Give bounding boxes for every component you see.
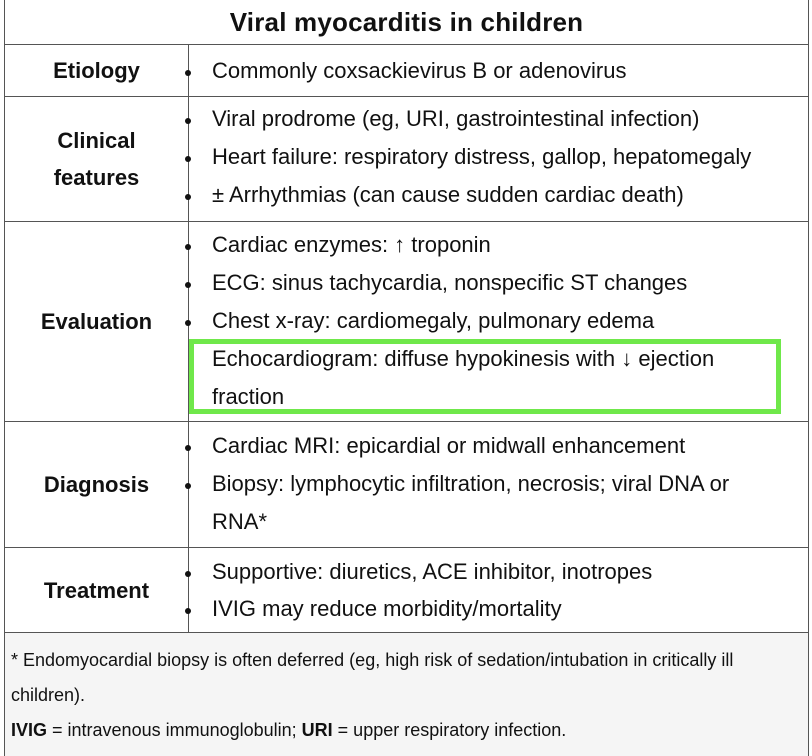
row-items (189, 97, 808, 221)
abbr-term: URI (301, 720, 333, 740)
row-items (189, 548, 808, 632)
bullet-icon (185, 320, 191, 326)
row-label: Etiology (53, 58, 140, 83)
row-label: Diagnosis (43, 472, 150, 497)
item-text: Cardiac MRI: epicardial or midwall enhancement (212, 433, 686, 458)
bullet-icon (185, 70, 191, 76)
item-text: Viral prodrome (eg, URI, gastrointestinal infection) (212, 106, 700, 131)
abbr-definition: = upper respiratory infection. (332, 720, 567, 740)
row-diagnosis (5, 422, 808, 548)
item-text: Biopsy: lymphocytic infiltration, necrosis; viral DNA or RNA* (212, 471, 730, 534)
row-treatment (5, 548, 808, 633)
row-items (189, 45, 808, 96)
bullet-icon (185, 156, 191, 162)
highlight-box (189, 339, 781, 414)
bullet-icon (185, 483, 191, 489)
myocarditis-table (4, 0, 809, 756)
table-footer (5, 633, 808, 756)
item-text: Echocardiogram: diffuse hypokinesis with ↓ ejection fraction (212, 346, 715, 409)
item-text: Supportive: diuretics, ACE inhibitor, inotropes (212, 559, 653, 584)
bullet-icon (185, 571, 191, 577)
abbr-definition: = intravenous immunoglobulin; (47, 720, 302, 740)
bullet-icon (185, 608, 191, 614)
item-text: Cardiac enzymes: ↑ troponin (212, 232, 491, 257)
bullet-icon (185, 194, 191, 200)
row-label: Clinical features (53, 128, 140, 190)
item-text: Commonly coxsackievirus B or adenovirus (212, 58, 627, 83)
item-text: Chest x-ray: cardiomegaly, pulmonary edema (212, 308, 655, 333)
bullet-icon (185, 118, 191, 124)
abbr-term: IVIG (11, 720, 48, 740)
item-text: ECG: sinus tachycardia, nonspecific ST changes (212, 270, 688, 295)
table-title: Viral myocarditis in children (5, 0, 808, 45)
bullet-icon (185, 445, 191, 451)
item-text: ± Arrhythmias (can cause sudden cardiac death) (212, 182, 684, 207)
item-text: IVIG may reduce morbidity/mortality (212, 596, 562, 621)
footnote: * Endomyocardial biopsy is often deferred (eg, high risk of sedation/intubation in critically ill children). (11, 650, 734, 705)
row-clinical-features (5, 97, 808, 222)
abbreviations (11, 713, 808, 748)
bullet-icon (185, 282, 191, 288)
row-etiology (5, 45, 808, 97)
row-label: Treatment (43, 577, 150, 603)
bullet-icon (185, 244, 191, 250)
item-text: Heart failure: respiratory distress, gallop, hepatomegaly (212, 144, 752, 169)
row-label: Evaluation (40, 309, 153, 334)
row-items (189, 422, 808, 547)
